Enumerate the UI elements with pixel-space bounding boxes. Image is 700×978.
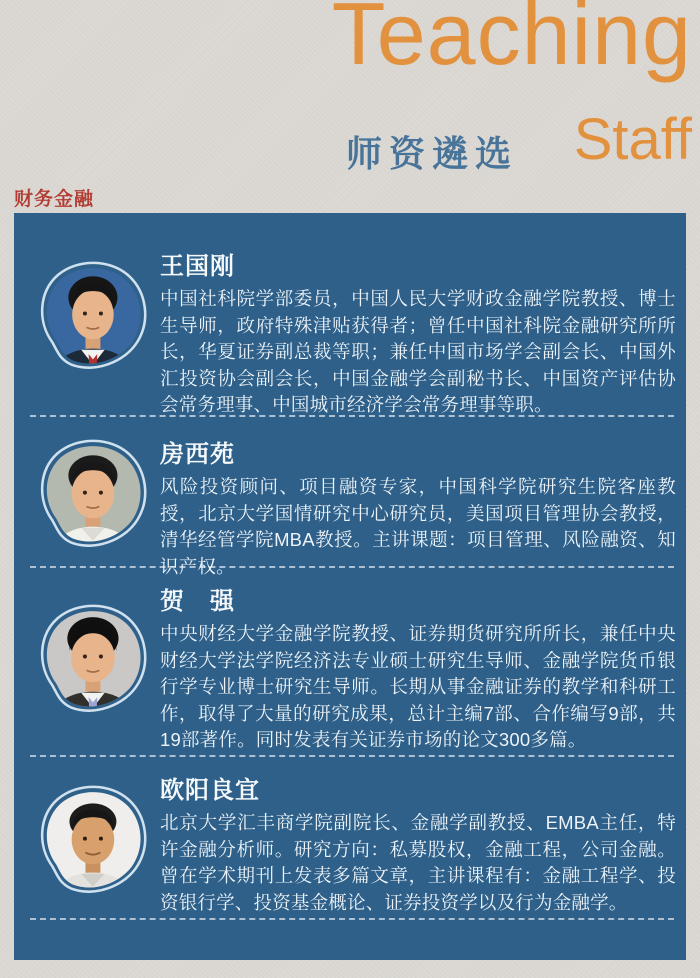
staff-bio: 北京大学汇丰商学院副院长、金融学副教授、EMBA主任，特许金融分析师。研究方向：私募股权，金融工程，公司金融。曾在学术期刊上发表多篇文章，主讲课程有：金融工程学、投资银行学、投资基金概论、证券投资学以及行为金融学。 <box>160 812 676 913</box>
staff-name: 欧阳良宜 <box>160 777 260 804</box>
category-label: 财务金融 <box>14 189 95 210</box>
staff-name: 房西苑 <box>160 441 235 468</box>
staff-info <box>160 417 686 577</box>
staff-info <box>160 213 686 417</box>
portrait-photo <box>30 757 160 920</box>
staff-name: 贺 强 <box>160 588 235 615</box>
portrait-photo <box>30 417 160 568</box>
title-english-staff: Staff <box>573 107 692 172</box>
staff-bio: 风险投资顾问、项目融资专家，中国科学院研究生院客座教授，北京大学国情研究中心研究员，美国项目管理协会教授，清华经管学院MBA教授。主讲课题：项目管理、风险融资、知识产权。 <box>160 476 676 577</box>
staff-info <box>160 757 686 920</box>
staff-card <box>14 757 686 920</box>
page-header <box>0 0 700 213</box>
staff-card <box>14 213 686 417</box>
portrait-blob-photo <box>30 257 158 385</box>
title-english-teaching: Teaching <box>331 0 692 83</box>
staff-card <box>14 417 686 577</box>
staff-bio: 中国社科院学部委员，中国人民大学财政金融学院教授、博士生导师，政府特殊津贴获得者；曾任中国社科院金融研究所所长，华夏证券副总裁等职；兼任中国市场学会副会长、中国外汇投资协会副会长，中国金融学会副秘书长、中国资产评估协会常务理事、中国城市经济学会常务理事等职。 <box>160 288 676 415</box>
staff-bio: 中央财经大学金融学院教授、证券期货研究所所长，兼任中央财经大学法学院经济法专业硕士研究生导师、金融学院货币银行学专业博士研究生导师。长期从事金融证券的教学和科研工作，取得了大量的研究成果，总计主编7部、合作编写9部，共19部著作。同时发表有关证券市场的论文300多篇。 <box>160 623 676 750</box>
portrait-photo <box>30 213 160 417</box>
portrait-blob-photo <box>30 781 158 909</box>
portrait-blob-photo <box>30 435 158 563</box>
staff-panel <box>14 213 686 960</box>
staff-card <box>14 568 686 757</box>
staff-name: 王国刚 <box>160 253 235 280</box>
title-chinese: 师资遴选 <box>345 133 518 174</box>
portrait-blob-photo <box>30 600 158 728</box>
portrait-photo <box>30 568 160 757</box>
staff-info <box>160 568 686 757</box>
